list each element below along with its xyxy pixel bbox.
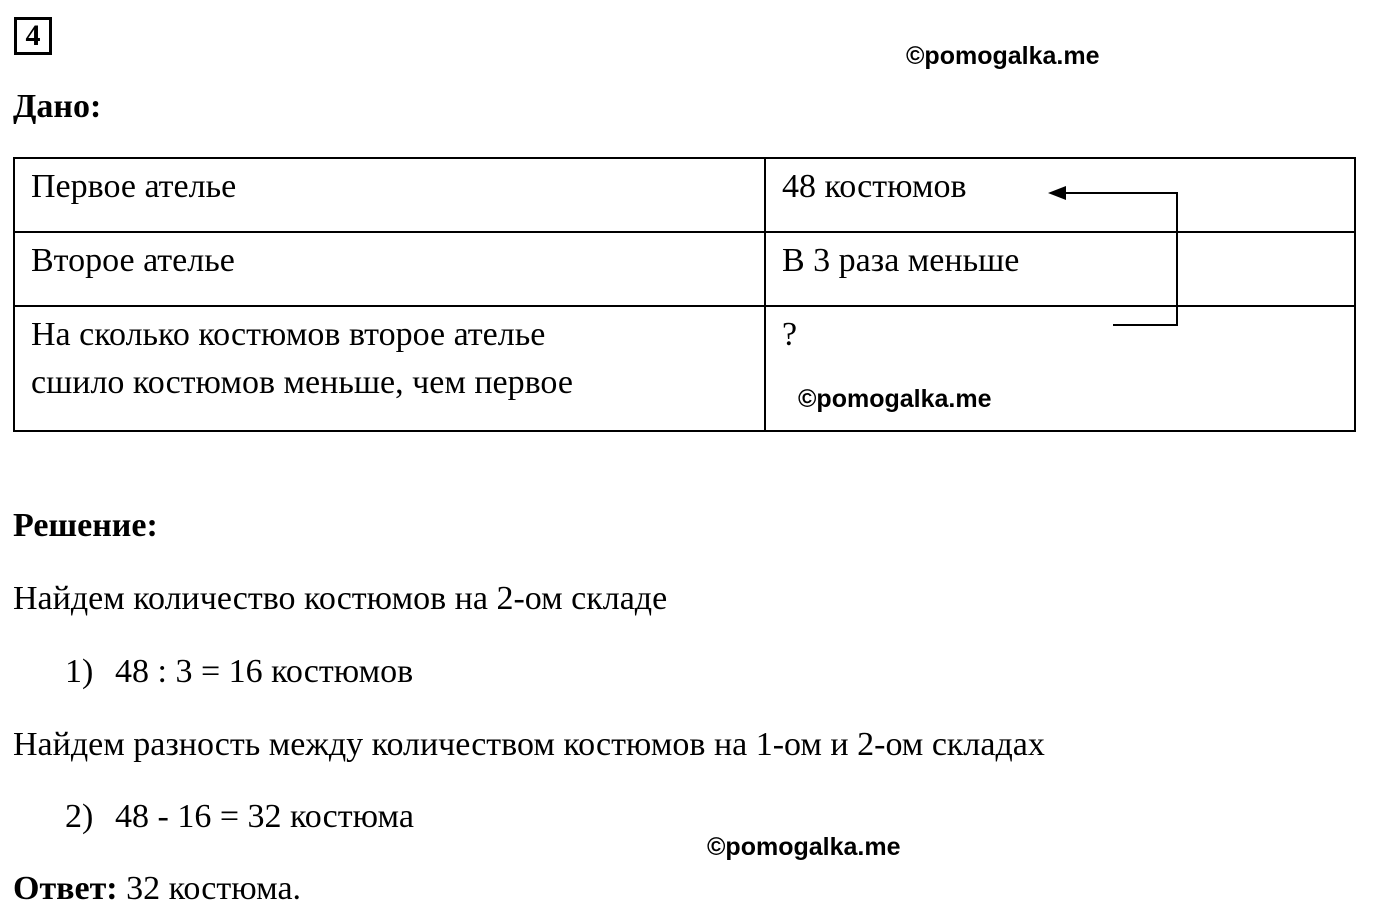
- step1-intro: Найдем количество костюмов на 2-ом складе: [13, 580, 668, 617]
- row-value: 48 костюмов: [765, 158, 1355, 232]
- step2-expression: 48 - 16 = 32 костюма: [115, 798, 414, 835]
- task-number: 4: [14, 17, 52, 55]
- row-label-line: сшило костюмов меньше, чем первое: [31, 364, 573, 401]
- step2-number: 2): [65, 798, 94, 835]
- row-value: В 3 раза меньше: [765, 232, 1355, 306]
- row-label-line: На сколько костюмов второе ателье: [31, 316, 546, 353]
- answer-line: [13, 870, 301, 908]
- watermark: ©pomogalka.me: [798, 385, 992, 413]
- step1-expression: 48 : 3 = 16 костюмов: [115, 653, 414, 690]
- answer-value: 32 костюма.: [126, 870, 302, 907]
- row-label: Второе ателье: [14, 232, 765, 306]
- given-heading: Дано:: [13, 88, 102, 125]
- solution-heading: Решение:: [13, 507, 158, 544]
- step1-number: 1): [65, 653, 94, 690]
- watermark: ©pomogalka.me: [707, 833, 901, 861]
- answer-label: Ответ:: [13, 870, 118, 907]
- row-label: Первое ателье: [14, 158, 765, 232]
- step2-intro: Найдем разность между количеством костюмов на 1-ом и 2-ом складах: [13, 726, 1045, 763]
- row-value: ?: [765, 306, 1355, 431]
- watermark: ©pomogalka.me: [906, 42, 1100, 70]
